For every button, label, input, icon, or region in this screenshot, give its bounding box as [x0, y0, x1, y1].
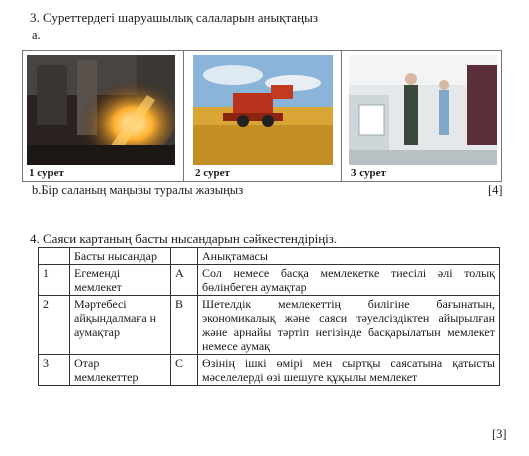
definition-text: Шетелдік мемлекеттің билігіне бағынатын, экономикалық және саяси тәуелсіздіктен айырылған және арнайы тәртіп негізінде басқарылатын мемлекет немесе аумақ [198, 296, 500, 355]
q3-marks: [4] [488, 183, 503, 197]
definition-letter: B [171, 296, 198, 355]
table-row [39, 265, 500, 296]
question-3-title: 3. Суреттердегі шаруашылық салаларын анықтаңыз [30, 10, 318, 25]
part-a-label: a. [32, 28, 41, 42]
header-definition: Анықтамасы [198, 248, 500, 265]
definition-letter: A [171, 265, 198, 296]
row-number: 3 [39, 355, 70, 386]
photo-panel [22, 50, 502, 182]
object-name: Отар мемлекеттер [70, 355, 171, 386]
wheat-harvest-photo [193, 55, 333, 165]
table-row [39, 296, 500, 355]
caption-2: 2 сурет [195, 167, 230, 179]
header-objects: Басты нысандар [70, 248, 171, 265]
definition-text: Өзінің ішкі өмірі мен сыртқы саясатына қатысты мәселелерді өзі шешуге құқылы мемлекет [198, 355, 500, 386]
definition-text: Сол немесе басқа мемлекетке тиесілі әлі толық бөлінбеген аумақтар [198, 265, 500, 296]
object-name: Мәртебесі айқындалмаға н аумақтар [70, 296, 171, 355]
table-header-row [39, 248, 500, 265]
row-number: 1 [39, 265, 70, 296]
table-row [39, 355, 500, 386]
caption-1: 1 сурет [29, 167, 64, 179]
caption-3: 3 сурет [351, 167, 386, 179]
row-number: 2 [39, 296, 70, 355]
question-4-title: 4. Саяси картаның басты нысандарын сәйкестендіріңіз. [30, 231, 338, 246]
definition-letter: C [171, 355, 198, 386]
object-name: Егеменді мемлекет [70, 265, 171, 296]
part-b-label: b.Бір саланың маңызы туралы жазыңыз [32, 183, 244, 197]
hospital-photo [349, 55, 497, 165]
q4-marks: [3] [492, 427, 507, 441]
matching-table [38, 247, 500, 386]
steel-mill-photo [27, 55, 175, 165]
